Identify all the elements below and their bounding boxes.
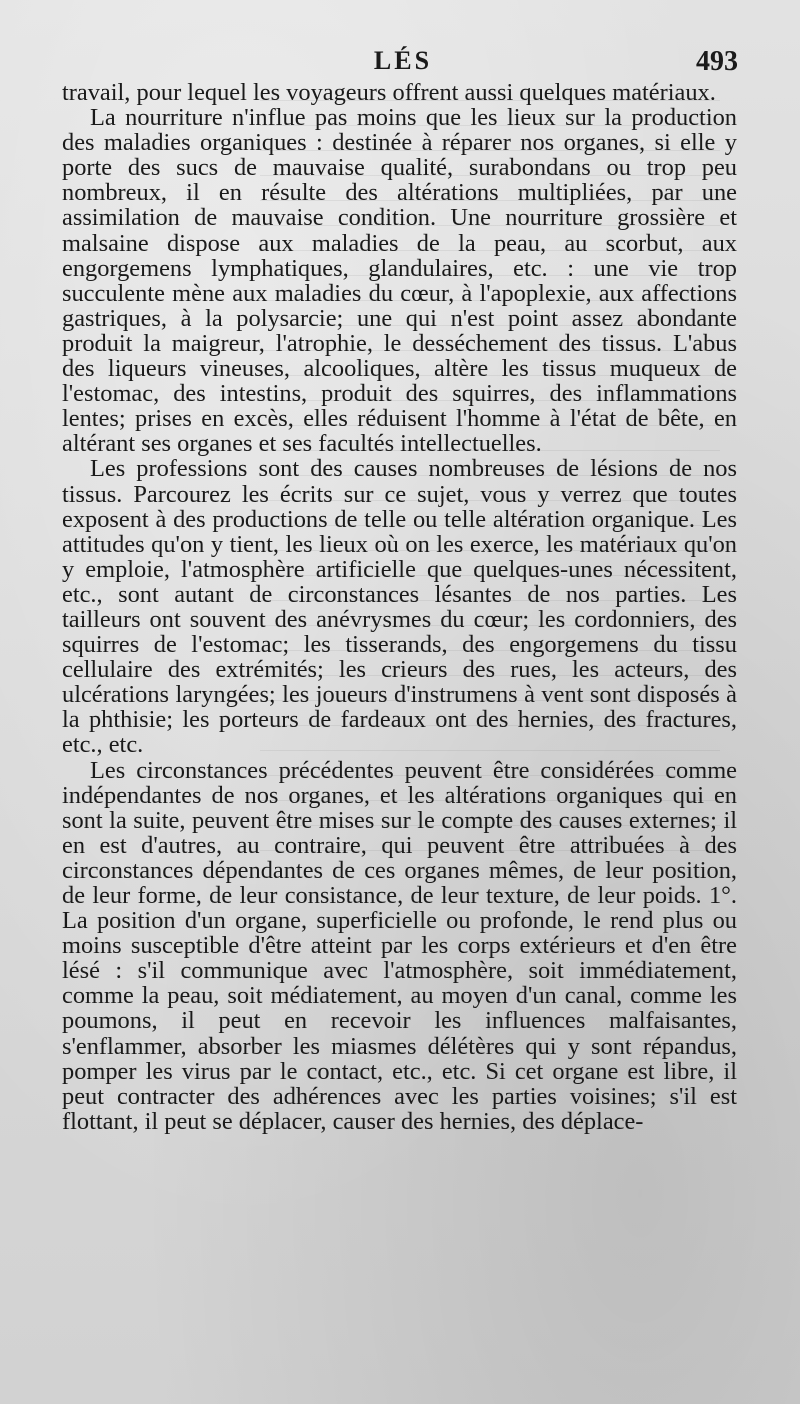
running-head: LÉS <box>373 46 433 75</box>
body-text <box>62 80 737 1134</box>
paragraph-nourriture: La nourriture n'influe pas moins que les lieux sur la production des maladies organiques : destinée à réparer nos organes, si elle y porte des sucs de mauvaise qualité, surabondans ou trop peu nombreux, il en résulte des altérations multipliées, par une assimilation de mauvaise condition. Une nourriture grossière et malsaine dispose aux maladies de la peau, au scorbut, aux engorgemens lymphatiques, glandulaires, etc. : une vie trop succulente mène aux maladies du cœur, à l'apoplexie, aux affections gastriques, à la polysarcie; une qui n'est point assez abondante produit la maigreur, l'atrophie, le desséchement des tissus. L'abus des liqueurs vineuses, alcooliques, altère les tissus muqueux de l'estomac, des intestins, produit des squirres, des inflammations lentes; prises en excès, elles réduisent l'homme à l'état de bête, en altérant ses organes et ses facultés intellectuelles. <box>62 104 737 458</box>
page-number: 493 <box>696 46 738 77</box>
paragraph-continued: travail, pour lequel les voyageurs offrent aussi quelques matériaux. <box>62 79 716 106</box>
paragraph-circonstances: Les circonstances précédentes peuvent être considérées comme indépendantes de nos organes, et les altérations organiques qui en sont la suite, peuvent être mises sur le compte des causes externes; il en est d'autres, au contraire, qui peuvent être attribuées à des circonstances dépendantes de ces organes mêmes, de leur position, de leur forme, de leur consistance, de leur texture, de leur poids. 1°. La position d'un organe, superficielle ou profonde, le rend plus ou moins susceptible d'être atteint par les corps extérieurs et d'en être lésé : s'il communique avec l'atmosphère, soit immédiatement, comme la peau, soit médiatement, au moyen d'un canal, comme les poumons, il peut en recevoir les influences malfaisantes, s'enflammer, absorber les miasmes délétères qui y sont répandus, pomper les virus par le contact, etc., etc. Si cet organe est libre, il peut contracter des adhérences avec les parties voisines; s'il est flottant, il peut se déplacer, causer des hernies, des déplace- <box>62 756 737 1135</box>
paragraph-professions: Les professions sont des causes nombreuses de lésions de nos tissus. Parcourez les écrits sur ce sujet, vous y verrez que toutes exposent à des productions de telle ou telle altération organique. Les attitudes qu'on y tient, les lieux où on les exerce, les matériaux qu'on y emploie, l'atmosphère artificielle que quelques-unes nécessitent, etc., sont autant de circonstances lésantes de nos parties. Les tailleurs ont souvent des anévrysmes du cœur; les cordonniers, des squirres de l'estomac; les tisserands, des engorgemens du tissu cellulaire des extrémités; les crieurs des rues, les acteurs, des ulcérations laryngées; les joueurs d'instrumens à vent sont disposés à la phthisie; les porteurs de fardeaux ont des hernies, des fractures, etc., etc. <box>62 455 737 759</box>
